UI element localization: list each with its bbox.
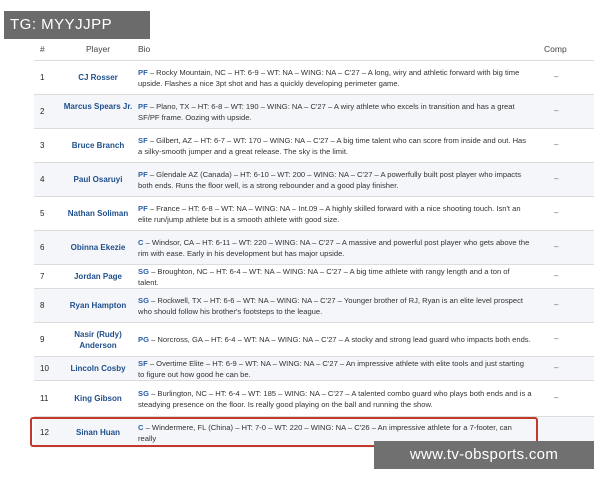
bio-text: – Norcross, GA – HT: 6-4 – WT: NA – WING: NA – C'27 – A stocky and strong lead guard who impacts both ends. [148, 335, 531, 344]
player-bio [138, 237, 532, 259]
comp-value: – [554, 393, 559, 402]
row-number: 12 [40, 428, 49, 437]
bio-text: – Gilbert, AZ – HT: 6-7 – WT: 170 – WING: NA – C'27 – A big time talent who can score from inside and out. Has a silky-smooth jumper and a great release. The sky is the limit. [138, 136, 527, 156]
position-label: PF [138, 68, 148, 77]
player-bio [138, 266, 532, 288]
bio-text: – Overtime Elite – HT: 6-9 – WT: NA – WING: NA – C'27 – An impressive athlete with elite tools and just starting to figure out how good he can be. [138, 359, 524, 379]
comp-value: – [554, 174, 559, 183]
position-label: PF [138, 204, 148, 213]
row-number: 2 [40, 107, 45, 116]
header-number: # [40, 44, 45, 54]
table-row [34, 356, 594, 380]
row-number: 4 [40, 175, 45, 184]
row-number: 3 [40, 141, 45, 150]
player-name-link[interactable]: Lincoln Cosby [70, 364, 126, 373]
position-label: C [138, 238, 144, 247]
player-bio [138, 101, 532, 123]
player-name-link[interactable]: CJ Rosser [78, 73, 118, 82]
player-name-link[interactable]: Sinan Huan [75, 428, 120, 437]
row-number: 9 [40, 335, 45, 344]
position-label: SG [138, 267, 149, 276]
player-bio [138, 169, 532, 191]
header-comp: Comp [544, 44, 567, 54]
table-row [34, 264, 594, 288]
bio-text: – Rockwell, TX – HT: 6-6 – WT: NA – WING: NA – C'27 – Younger brother of RJ, Ryan is an elite level prospect who should follow his brother's footsteps to the league. [138, 296, 523, 316]
table-row [34, 94, 594, 128]
table-row [34, 380, 594, 416]
position-label: SF [138, 359, 148, 368]
bio-text: – Windsor, CA – HT: 6-11 – WT: 220 – WING: NA – C'27 – A massive and powerful post player who gets above the rim with ease. Early in his development but has major upside. [138, 238, 530, 258]
row-number: 6 [40, 243, 45, 252]
player-name-link[interactable]: Paul Osaruyi [73, 175, 123, 184]
watermark: www.tv-obsports.com [374, 441, 594, 469]
comp-value: – [554, 242, 559, 251]
comp-value: – [554, 363, 559, 372]
table-row [34, 162, 594, 196]
player-bio [138, 67, 532, 89]
player-bio [138, 358, 532, 380]
comp-value: – [554, 271, 559, 280]
row-number: 7 [40, 272, 45, 281]
position-label: SG [138, 296, 149, 305]
player-name-link[interactable]: Jordan Page [73, 272, 122, 281]
player-name-link[interactable]: Bruce Branch [71, 141, 125, 150]
row-number: 1 [40, 73, 45, 82]
player-name-link[interactable]: King Gibson [74, 394, 122, 403]
header-player: Player [86, 44, 111, 54]
comp-value: – [554, 140, 559, 149]
player-name-link[interactable]: Ryan Hampton [69, 301, 127, 310]
player-bio [138, 388, 532, 410]
bio-text: – Glendale AZ (Canada) – HT: 6-10 – WT: 200 – WING: NA – C'27 – A powerfully built post player who impacts both ends. Runs the floor well, is a strong rebounder and a good play finisher. [138, 170, 522, 190]
table-row [34, 60, 594, 94]
table-row [34, 322, 594, 356]
player-name-link[interactable]: Nasir (Rudy) Anderson [74, 330, 122, 350]
bio-text: – France – HT: 6-8 – WT: NA – WING: NA – Int.09 – A highly skilled forward with a nice shooting touch. Isn't an elite run/jump athlete but is a smooth athlete with good size. [138, 204, 521, 224]
player-bio [138, 203, 532, 225]
comp-value: – [554, 300, 559, 309]
row-number: 5 [40, 209, 45, 218]
comp-value: – [554, 208, 559, 217]
player-name-link[interactable]: Nathan Soliman [67, 209, 129, 218]
player-bio [138, 135, 532, 157]
position-label: C [138, 423, 144, 432]
bio-text: – Plano, TX – HT: 6-8 – WT: 190 – WING: NA – C'27 – A wiry athlete who excels in transition and has a great SF/PF frame. Oozing with upside. [138, 102, 515, 122]
player-name-link[interactable]: Marcus Spears Jr. [63, 102, 133, 111]
row-number: 8 [40, 301, 45, 310]
comp-value: – [554, 72, 559, 81]
table-row [34, 230, 594, 264]
table-row [34, 288, 594, 322]
bio-text: – Burlington, NC – HT: 6-4 – WT: 185 – WING: NA – C'27 – A talented combo guard who plays both ends and is a steadying presence on the floor. Is really good playing on the ball and running the show. [138, 389, 532, 409]
table-row [34, 128, 594, 162]
bio-text: – Broughton, NC – HT: 6-4 – WT: NA – WING: NA – C'27 – A big time athlete with rangy length and a ton of talent. [138, 267, 510, 287]
comp-value: – [554, 106, 559, 115]
player-bio [138, 295, 532, 317]
row-number: 10 [40, 364, 49, 373]
table-header [34, 36, 594, 60]
position-label: SF [138, 136, 148, 145]
prospect-table [34, 36, 594, 480]
bio-text: – Windermere, FL (China) – HT: 7-0 – WT: 220 – WING: NA – C'26 – An impressive athlete for a 7-footer, can really [138, 423, 512, 443]
comp-value: – [554, 334, 559, 343]
table-row [34, 196, 594, 230]
row-number: 11 [40, 394, 49, 403]
player-name-link[interactable]: Obinna Ekezie [70, 243, 126, 252]
header-bio: Bio [138, 44, 151, 54]
channel-tag: TG: MYYJJPP [4, 11, 150, 39]
bio-text: – Rocky Mountain, NC – HT: 6-9 – WT: NA – WING: NA – C'27 – A long, wiry and athletic forward with big time upside. Flashes a nice 3pt shot and has a quickly developing perimeter game. [138, 68, 520, 88]
position-label: PF [138, 102, 148, 111]
player-bio [138, 334, 532, 345]
position-label: PF [138, 170, 148, 179]
position-label: SG [138, 389, 149, 398]
position-label: PG [138, 335, 149, 344]
